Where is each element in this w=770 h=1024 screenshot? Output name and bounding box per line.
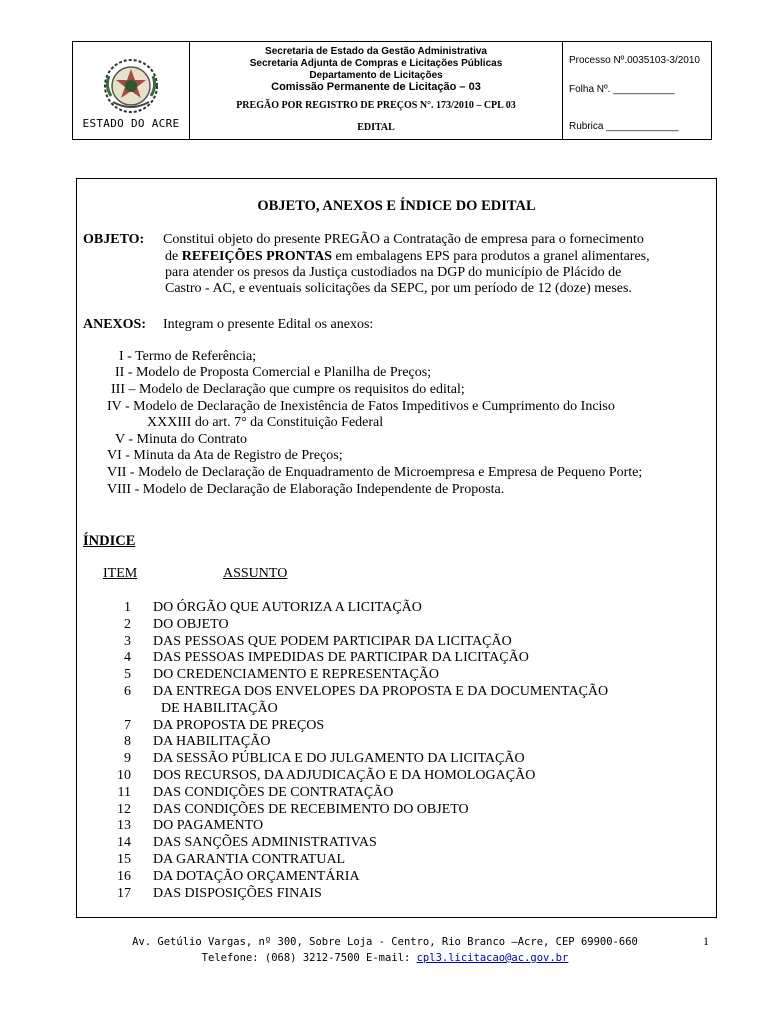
- col-item-header: ITEM: [103, 566, 138, 581]
- index-item-title: DOS RECURSOS, DA ADJUDICAÇÃO E DA HOMOLOGAÇÃO: [153, 768, 536, 783]
- index-item-title: DA ENTREGA DOS ENVELOPES DA PROPOSTA E DA DOCUMENTAÇÃO: [153, 684, 609, 699]
- index-item-title: DAS PESSOAS IMPEDIDAS DE PARTICIPAR DA LICITAÇÃO: [153, 650, 529, 666]
- index-item-number: 16: [117, 868, 131, 884]
- index-item-title: DAS CONDIÇÕES DE CONTRATAÇÃO: [153, 784, 394, 800]
- acre-coat-of-arms-icon: [101, 56, 161, 116]
- index-item-number: 5: [124, 667, 131, 683]
- anexo-item: VIII - Modelo de Declaração de Elaboração Independente de Proposta.: [107, 482, 505, 497]
- anexos-intro: Integram o presente Edital os anexos:: [163, 317, 374, 332]
- document-header: [72, 41, 712, 140]
- index-item-number: 7: [124, 717, 131, 733]
- objeto-line-3: para atender os presos da Justiça custodiados na DGP do município de Plácido de: [165, 265, 622, 280]
- header-secretaria-adjunta: Secretaria Adjunta de Compras e Licitações Públicas: [249, 58, 503, 69]
- index-item-number: 17: [117, 885, 131, 901]
- index-item-title: DO ÓRGÃO QUE AUTORIZA A LICITAÇÃO: [153, 600, 422, 615]
- index-item-number: 10: [117, 768, 131, 783]
- index-item-title: DO PAGAMENTO: [153, 818, 264, 834]
- anexo-item: VII - Modelo de Declaração de Enquadramento de Microempresa e Empresa de Pequeno Porte;: [107, 465, 643, 480]
- objeto-prefix: de: [165, 249, 182, 264]
- processo-number: Processo Nº.0035103-3/2010: [569, 55, 700, 66]
- index-item-number: 11: [117, 784, 131, 800]
- index-item-title: DA PROPOSTA DE PREÇOS: [153, 717, 325, 733]
- rubrica-field: Rubrica _____________: [569, 121, 679, 132]
- objeto-bold-text: REFEIÇÕES PRONTAS: [181, 249, 332, 264]
- footer-email-link[interactable]: cpl3.licitacao@ac.gov.br: [416, 952, 569, 964]
- anexo-item: VI - Minuta da Ata de Registro de Preços;: [107, 448, 343, 463]
- index-item-number: 2: [124, 616, 131, 632]
- index-item-title: DAS DISPOSIÇÕES FINAIS: [153, 885, 322, 901]
- index-item-number: 1: [124, 600, 131, 615]
- index-item-number: 12: [117, 801, 131, 817]
- objeto-label: OBJETO:: [83, 232, 145, 247]
- anexo-item-continuation: XXXIII do art. 7° da Constituição Federal: [147, 415, 384, 430]
- header-title-cell: [189, 42, 563, 139]
- index-item-number: 6: [124, 684, 131, 699]
- footer-contact: [0, 952, 770, 964]
- header-comissao: Comissão Permanente de Licitação – 03: [271, 81, 481, 93]
- footer-address: Av. Getúlio Vargas, nº 300, Sobre Loja - Centro, Rio Branco –Acre, CEP 69900-660: [132, 936, 638, 948]
- anexos-label: ANEXOS:: [83, 317, 147, 332]
- index-item-title: DA GARANTIA CONTRATUAL: [153, 852, 346, 867]
- index-item-number: 3: [124, 633, 131, 649]
- header-secretaria: Secretaria de Estado da Gestão Administrativa: [265, 46, 487, 57]
- index-item-number: 8: [124, 734, 131, 750]
- objeto-line-2: [165, 249, 650, 265]
- index-item-title: DO OBJETO: [153, 616, 229, 632]
- col-assunto-header: ASSUNTO: [223, 566, 288, 581]
- index-item-number: 14: [117, 835, 131, 851]
- index-item-number: 13: [117, 818, 131, 834]
- index-item-number: 4: [124, 650, 131, 666]
- index-item-number: 15: [117, 852, 131, 867]
- indice-title: ÍNDICE: [83, 533, 136, 549]
- content-box: [76, 178, 717, 918]
- index-item-title: DA SESSÃO PÚBLICA E DO JULGAMENTO DA LICITAÇÃO: [153, 751, 525, 767]
- objeto-rest: em embalagens EPS para produtos a granel alimentares,: [332, 249, 650, 264]
- anexo-item: I - Termo de Referência;: [119, 349, 257, 364]
- header-process-cell: [563, 42, 711, 139]
- state-label: ESTADO DO ACRE: [82, 117, 180, 130]
- header-edital: EDITAL: [357, 122, 395, 133]
- index-item-title: DAS CONDIÇÕES DE RECEBIMENTO DO OBJETO: [153, 801, 469, 817]
- index-item-title: DE HABILITAÇÃO: [161, 700, 278, 716]
- folha-field: Folha Nº. ___________: [569, 84, 675, 95]
- index-item-number: 9: [124, 751, 131, 767]
- objeto-line-1: Constitui objeto do presente PREGÃO a Contratação de empresa para o fornecimento: [163, 232, 644, 247]
- index-item-title: DA DOTAÇÃO ORÇAMENTÁRIA: [153, 868, 360, 884]
- index-item-title: DA HABILITAÇÃO: [153, 734, 271, 750]
- index-item-title: DAS PESSOAS QUE PODEM PARTICIPAR DA LICITAÇÃO: [153, 633, 512, 649]
- logo-cell: [73, 42, 189, 139]
- index-item-title: DO CREDENCIAMENTO E REPRESENTAÇÃO: [153, 667, 440, 683]
- objeto-line-4: Castro - AC, e eventuais solicitações da SEPC, por um período de 12 (doze) meses.: [165, 281, 632, 296]
- anexo-item: III – Modelo de Declaração que cumpre os requisitos do edital;: [111, 382, 465, 397]
- header-pregao: PREGÃO POR REGISTRO DE PREÇOS N°. 173/2010 – CPL 03: [236, 100, 516, 111]
- page-number: 1: [703, 934, 709, 948]
- header-departamento: Departamento de Licitações: [309, 70, 443, 81]
- index-item-title: DAS SANÇÕES ADMINISTRATIVAS: [153, 835, 377, 851]
- footer-phone: Telefone: (068) 3212-7500 E-mail:: [201, 952, 417, 964]
- section-title: OBJETO, ANEXOS E ÍNDICE DO EDITAL: [257, 198, 536, 214]
- anexo-item: II - Modelo de Proposta Comercial e Planilha de Preços;: [115, 365, 432, 380]
- anexo-item: IV - Modelo de Declaração de Inexistência de Fatos Impeditivos e Cumprimento do Inciso: [107, 399, 615, 414]
- anexo-item: V - Minuta do Contrato: [115, 432, 247, 447]
